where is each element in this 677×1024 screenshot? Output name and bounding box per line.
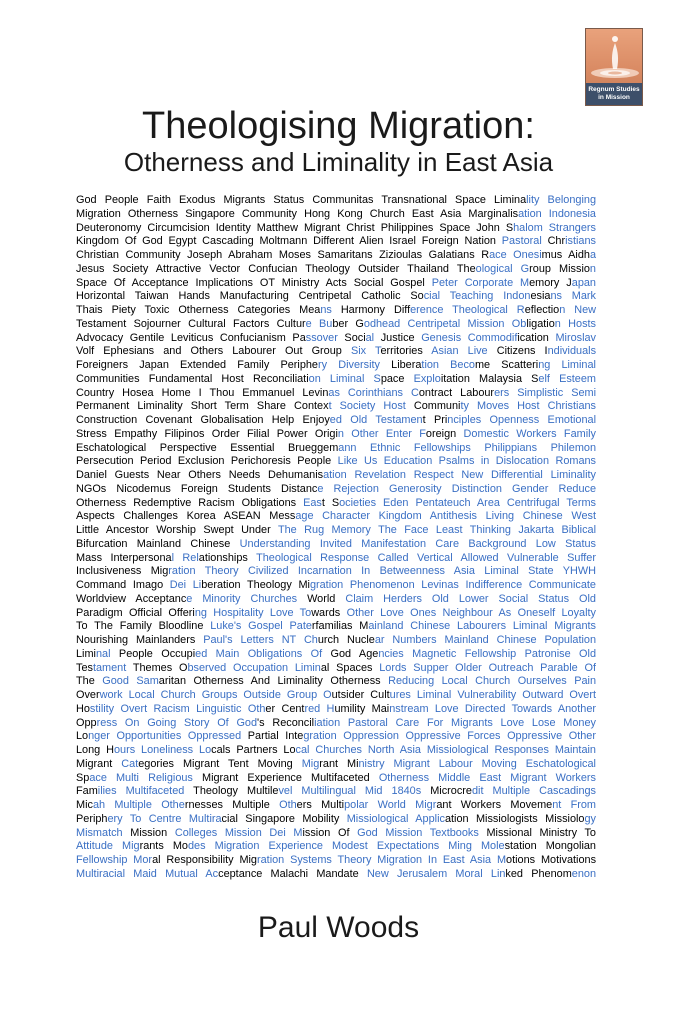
word-cloud-highlight: nstream Love Directed Towards Another bbox=[389, 702, 596, 715]
word-cloud-highlight: ed Main Obligations Of bbox=[195, 647, 323, 660]
word-cloud-line bbox=[76, 744, 596, 758]
word-cloud-text: ers Multi bbox=[296, 799, 345, 811]
word-cloud-highlight: ace Onesi bbox=[489, 249, 542, 261]
word-cloud-text: Horizontal Taiwan Hands Manufacturing Centripetal Catholic So bbox=[76, 290, 424, 303]
word-cloud-highlight: ng Hospitality Love To bbox=[194, 606, 312, 619]
word-cloud-text: Communities Fundamental Host Reconciliati bbox=[76, 372, 309, 385]
word-cloud-highlight: Like Us Education Psalms in Dislocation Romans bbox=[337, 455, 596, 468]
word-cloud-text: ked Phenom bbox=[505, 867, 572, 880]
word-cloud-text: Over bbox=[76, 689, 100, 701]
word-cloud-text: Periph bbox=[76, 812, 108, 825]
word-cloud-highlight: Reducing Local Church Ourselves Pain bbox=[388, 675, 596, 688]
word-cloud-highlight: Paul's Letters NT Ch bbox=[203, 634, 318, 646]
word-cloud-text: Inclusiveness Mig bbox=[76, 565, 169, 578]
word-cloud-line bbox=[76, 565, 596, 579]
book-title: Theologising Migration: bbox=[142, 105, 535, 147]
word-cloud-highlight: Multiracial Maid Mutual Ac bbox=[76, 867, 219, 880]
word-cloud-text: rant Mi bbox=[319, 757, 359, 770]
word-cloud-line bbox=[76, 827, 596, 841]
word-cloud-text: Microcre bbox=[421, 785, 472, 798]
word-cloud-highlight: age Ch bbox=[295, 510, 337, 523]
word-cloud-text: Country Hosea Home I Thou Emmanuel Levin bbox=[76, 386, 329, 399]
word-cloud-highlight: ug Memory The Face Least Thinking Jakarta Biblical bbox=[312, 524, 596, 536]
word-cloud-text: People Occupi bbox=[110, 647, 196, 660]
word-cloud-highlight: on Liminal S bbox=[308, 372, 381, 385]
word-cloud-highlight: gration Phenomenon Levinas Indifference Communicate bbox=[309, 579, 596, 591]
word-cloud-text: igrant Tent Moving bbox=[192, 757, 302, 770]
water-drop-icon bbox=[586, 29, 643, 85]
word-cloud-highlight: gration In East Asia M bbox=[388, 854, 507, 866]
word-cloud-highlight: nciples Openness Emotional bbox=[447, 414, 596, 426]
word-cloud-line bbox=[76, 648, 596, 662]
word-cloud-text: To The Family Bloodline bbox=[76, 620, 211, 633]
word-cloud-highlight: ers Simplistic Semi bbox=[494, 386, 596, 399]
word-cloud-text: Stress Empathy Filipinos Order Filial Power Origi bbox=[76, 427, 338, 440]
word-cloud-highlight: ty Moves Host Christians bbox=[460, 400, 596, 413]
word-cloud-highlight: as Corinthians C bbox=[328, 386, 419, 399]
word-cloud-text: roup Missio bbox=[529, 262, 590, 275]
word-cloud-text: Worldview Acceptanc bbox=[76, 592, 187, 605]
word-cloud-text: Missional Ministry To bbox=[478, 826, 596, 839]
word-cloud-highlight: apan bbox=[571, 276, 596, 289]
word-cloud-line bbox=[76, 868, 596, 882]
word-cloud-text: ligatio bbox=[526, 317, 555, 330]
word-cloud-text: Long H bbox=[76, 744, 114, 756]
word-cloud-text: Little Ancestor Worship Swept Under bbox=[76, 524, 278, 536]
word-cloud-text: Limi bbox=[76, 647, 96, 660]
word-cloud-text: station Mongolian bbox=[504, 840, 596, 853]
word-cloud-text: ceptance Malachi Mandate bbox=[218, 867, 367, 880]
word-cloud-highlight: The R bbox=[277, 524, 313, 536]
word-cloud-highlight: ns Mark bbox=[550, 290, 596, 303]
word-cloud-text: itation Malaysia S bbox=[440, 372, 539, 385]
word-cloud-line bbox=[76, 579, 596, 593]
word-cloud-line bbox=[76, 414, 596, 428]
word-cloud-highlight: Cat bbox=[121, 757, 139, 770]
word-cloud-text: umility Mai bbox=[334, 702, 390, 715]
word-cloud-text: rnesses Multiple bbox=[184, 799, 280, 811]
word-cloud-highlight: des Migration Experience Modest Expectations Ming Mole bbox=[187, 840, 505, 853]
word-cloud-highlight: Attitude Mig bbox=[76, 840, 140, 853]
word-cloud-text: Communi bbox=[405, 400, 461, 413]
word-cloud-line bbox=[76, 730, 596, 744]
word-cloud-text: Nourishing Mainlanders bbox=[76, 634, 204, 646]
word-cloud-text: ission Of bbox=[302, 826, 358, 839]
word-cloud-line bbox=[76, 497, 596, 511]
word-cloud-highlight: al bbox=[365, 331, 375, 344]
word-cloud-highlight: ation Revelation Respect New Differential Liminality bbox=[323, 469, 596, 481]
word-cloud-text: Otherness Redemptive Racism Obligations bbox=[76, 496, 304, 509]
word-cloud-line bbox=[76, 290, 596, 304]
word-cloud-highlight: gy bbox=[584, 812, 596, 825]
word-cloud-line bbox=[76, 235, 596, 249]
word-cloud-line bbox=[76, 469, 596, 483]
word-cloud-text: Deuteronomy Circumcision Identity Matthew Migrant Christ Philippines Space John S bbox=[76, 221, 514, 234]
word-cloud-highlight: enon bbox=[571, 867, 596, 880]
word-cloud-highlight: Other Love Ones Neighbour As Oneself Loyalty bbox=[346, 606, 596, 619]
word-cloud-text: oreign bbox=[425, 427, 464, 440]
word-cloud-line bbox=[76, 442, 596, 456]
series-logo bbox=[585, 28, 643, 106]
word-cloud-text: 's Reconcil bbox=[257, 716, 315, 729]
word-cloud-line bbox=[76, 758, 596, 772]
word-cloud-highlight: ncies Magnetic Fellowship Patronise Old bbox=[378, 647, 596, 660]
word-cloud-text: urch Nucle bbox=[317, 634, 375, 646]
word-cloud-highlight: aracter Kingdom Antithesis Living Chinese West bbox=[336, 510, 596, 523]
word-cloud-text: cial Singa bbox=[221, 812, 274, 825]
word-cloud-text: Opp bbox=[76, 716, 97, 729]
word-cloud-highlight: halom Strangers bbox=[513, 221, 596, 234]
word-cloud-text: therness bbox=[338, 675, 389, 688]
word-cloud-line bbox=[76, 263, 596, 277]
word-cloud-highlight: ours Loneliness Lo bbox=[113, 744, 212, 756]
word-cloud-line bbox=[76, 345, 596, 359]
word-cloud-highlight: lity Belonging bbox=[526, 194, 596, 206]
word-cloud-highlight: New Jerusalem Moral Lin bbox=[366, 867, 506, 880]
word-cloud-highlight: Pastoral bbox=[501, 235, 542, 248]
word-cloud-text: Mic bbox=[76, 799, 93, 811]
word-cloud-text: Lo bbox=[76, 730, 89, 743]
word-cloud-line bbox=[76, 703, 596, 717]
word-cloud-text: al Spaces bbox=[320, 661, 380, 674]
word-cloud-highlight: nt From bbox=[552, 799, 596, 811]
word-cloud-highlight: Explo bbox=[413, 372, 441, 385]
word-cloud-highlight: ed Old Testamen bbox=[329, 414, 423, 426]
word-cloud-line bbox=[76, 455, 596, 469]
word-cloud-text: Fam bbox=[76, 785, 98, 798]
word-cloud-text: rants Mo bbox=[139, 840, 188, 853]
word-cloud-highlight: Claim Herders Old Lower Social Status Old bbox=[345, 592, 596, 605]
word-cloud-line bbox=[76, 208, 596, 222]
word-cloud-highlight: Dei Li bbox=[169, 579, 202, 591]
word-cloud-highlight: ological G bbox=[475, 262, 530, 275]
word-cloud-highlight: Colleges Mission Dei M bbox=[174, 826, 303, 839]
word-cloud-text: Themes O bbox=[126, 661, 188, 674]
word-cloud-highlight: red H bbox=[304, 702, 335, 715]
word-cloud-highlight: Understanding Invited Manifestation Care Background Low Status bbox=[239, 537, 596, 550]
word-cloud-line bbox=[76, 607, 596, 621]
word-cloud-line bbox=[76, 772, 596, 786]
word-cloud-line bbox=[76, 634, 596, 648]
word-cloud-line bbox=[76, 675, 596, 689]
word-cloud-line bbox=[76, 194, 596, 208]
word-cloud-line bbox=[76, 552, 596, 566]
word-cloud-text: Bifurcation Mainland Chinese bbox=[76, 537, 240, 550]
word-cloud-highlight: ndividuals bbox=[547, 345, 596, 358]
word-cloud-text: God People Faith Exodus Migrants Status Communitas Transnational Space Limina bbox=[76, 194, 527, 206]
word-cloud-highlight: n Other Enter F bbox=[337, 427, 426, 440]
word-cloud-highlight: Lords Supper Older Outreach Parable Of bbox=[379, 661, 596, 674]
word-cloud-text: Libera bbox=[379, 359, 422, 371]
word-cloud-highlight: Mig bbox=[301, 757, 320, 770]
word-cloud-text: Migrant Experience Multifaceted bbox=[192, 771, 379, 784]
word-cloud-highlight: ration Th bbox=[168, 565, 218, 578]
word-cloud-highlight: Genesis Commodif bbox=[421, 331, 518, 344]
author-name: Paul Woods bbox=[257, 911, 420, 944]
word-cloud-highlight: e Rejection Generosity Distinction Gender Reduce bbox=[317, 482, 596, 495]
word-cloud-line bbox=[76, 277, 596, 291]
word-cloud-text: aritan Otherness And Liminality O bbox=[158, 675, 339, 688]
word-cloud-highlight: dit Multiple Cascadings bbox=[472, 785, 596, 798]
word-cloud-highlight: Luke's Gospel Pate bbox=[210, 620, 312, 633]
word-cloud-highlight: e Minority Churches bbox=[186, 592, 298, 605]
word-cloud-highlight: gration Oppression Oppressive Forces Oppressive Other bbox=[303, 730, 596, 743]
word-cloud-highlight: Eas bbox=[303, 496, 322, 509]
word-cloud-line bbox=[76, 538, 596, 552]
word-cloud-highlight: faceted bbox=[148, 785, 185, 798]
word-cloud-text: erritories bbox=[380, 345, 432, 358]
word-cloud-highlight: tament bbox=[92, 661, 127, 674]
word-cloud-text: ontract Labour bbox=[418, 386, 495, 399]
word-cloud-text: ber G bbox=[332, 317, 364, 330]
word-cloud-text: Command Imago bbox=[76, 579, 170, 591]
word-cloud-highlight: Peter Corporate M bbox=[431, 276, 530, 289]
word-cloud-highlight: ation Indonesia bbox=[518, 207, 596, 220]
word-cloud-text: Migration Otherness Singapore Community Hong Kong Church East Asia Marginalis bbox=[76, 207, 519, 220]
word-cloud-highlight: ssover bbox=[305, 331, 338, 344]
word-cloud-highlight: nal bbox=[95, 647, 111, 660]
word-cloud-line bbox=[76, 510, 596, 524]
word-cloud-text: ication bbox=[517, 331, 556, 344]
word-cloud-highlight: ures Liminal Vulnerability Outward Overt bbox=[389, 689, 596, 701]
word-cloud-text: egories M bbox=[138, 757, 193, 770]
word-cloud-text: emory J bbox=[529, 276, 572, 289]
word-cloud-text: eflectio bbox=[524, 304, 560, 316]
word-cloud-highlight: polar World Migr bbox=[344, 799, 437, 811]
word-cloud-line bbox=[76, 785, 596, 799]
word-cloud-line bbox=[76, 400, 596, 414]
word-cloud-text: World bbox=[297, 592, 346, 605]
word-cloud-text: Space Of Acceptance Implications OT Ministry Acts Social Gospel bbox=[76, 276, 432, 289]
word-cloud-highlight: e Bu bbox=[305, 317, 333, 330]
word-cloud-highlight: ocieties Eden Pentateuch Area Centrifugal Terms bbox=[339, 496, 596, 509]
word-cloud-line bbox=[76, 359, 596, 373]
word-cloud-highlight: vel Multilingual Mid 1840s bbox=[278, 785, 422, 798]
word-cloud-highlight: God Mission Textbooks bbox=[357, 826, 479, 839]
word-cloud-text: Paradigm Official Offeri bbox=[76, 606, 195, 619]
word-cloud-highlight: istians bbox=[565, 235, 596, 248]
word-cloud-line bbox=[76, 428, 596, 442]
word-cloud-text: Foreigners Japan Extended Family Periphe bbox=[76, 359, 318, 371]
word-cloud-line bbox=[76, 662, 596, 676]
series-logo-caption: Regnum Studies in Mission bbox=[586, 83, 642, 105]
word-cloud-line bbox=[76, 717, 596, 731]
word-cloud-highlight: Asian Live bbox=[431, 345, 488, 358]
word-cloud-text: Volf Ephesians and Others Labourer Out Group bbox=[76, 345, 351, 358]
word-cloud-line bbox=[76, 304, 596, 318]
word-cloud-text: utsider Cult bbox=[331, 689, 390, 701]
word-cloud-text: Testament Sojourner Cultural Factors Cultur bbox=[76, 317, 306, 330]
word-cloud-line bbox=[76, 387, 596, 401]
word-cloud-text: Ho bbox=[76, 702, 90, 715]
word-cloud-highlight: Oth bbox=[279, 799, 297, 811]
word-cloud-text: esia bbox=[530, 290, 551, 303]
word-cloud-highlight: t Society Host bbox=[328, 400, 406, 413]
word-cloud-highlight: ace Multi bbox=[89, 771, 139, 784]
word-cloud-text: Harmony Diff bbox=[331, 304, 411, 316]
word-cloud-text: Persecution Period Exclusion Perichoresis People bbox=[76, 455, 338, 468]
word-cloud-highlight: a bbox=[589, 249, 596, 261]
word-cloud-highlight: ar Numbers Mainland Chinese Population bbox=[374, 634, 596, 646]
word-cloud-highlight: Theological Response Called Vertical Allowed Vulnerable Suffer bbox=[256, 551, 596, 564]
word-cloud-text: otions Motivations bbox=[506, 854, 596, 866]
word-cloud-highlight: stility Overt Racism Linguistic Oth bbox=[89, 702, 266, 715]
word-cloud-text: Jesus Society Attractive Vector Confucian Theology Outsider Thailand The bbox=[76, 262, 476, 275]
word-cloud-text: ant Workers Moveme bbox=[436, 799, 553, 811]
word-cloud-highlight: ns bbox=[320, 304, 332, 316]
word-cloud-text: t S bbox=[321, 496, 340, 509]
book-subtitle: Otherness and Liminality in East Asia bbox=[123, 147, 554, 177]
word-cloud-text: Mission bbox=[122, 826, 175, 839]
word-cloud-highlight: Otherness Middle East Migrant Workers bbox=[378, 771, 596, 784]
word-cloud-text: ationships bbox=[198, 551, 257, 564]
word-cloud-text: Citizens I bbox=[487, 345, 548, 358]
word-cloud-highlight: ortunities Oppressed bbox=[137, 730, 242, 743]
word-cloud-highlight: work Local Church Groups Outside Group O bbox=[99, 689, 332, 701]
word-cloud-line bbox=[76, 483, 596, 497]
word-cloud-highlight: ration Systems Theory Mi bbox=[257, 854, 389, 866]
word-cloud-text: Partial Inte bbox=[241, 730, 304, 743]
word-cloud-highlight: bserved Occupation Limin bbox=[187, 661, 321, 674]
word-cloud-text: pore Mobility bbox=[273, 812, 347, 825]
word-cloud-line bbox=[76, 799, 596, 813]
word-cloud-line bbox=[76, 332, 596, 346]
word-cloud-text: cals Partners Lo bbox=[211, 744, 296, 756]
word-cloud-highlight: elf Esteem bbox=[538, 372, 596, 385]
word-cloud-highlight: cial Teaching Indon bbox=[423, 290, 531, 303]
word-cloud-highlight: iation Pastoral Care For Migrants Love Lose Money bbox=[314, 716, 596, 729]
word-cloud-highlight: tion Beco bbox=[421, 359, 475, 371]
word-cloud-line bbox=[76, 620, 596, 634]
word-cloud-text: t Pri bbox=[422, 414, 448, 426]
word-cloud-text: NGOs Nicodemus Foreign Students Distanc bbox=[76, 482, 318, 495]
word-cloud-line bbox=[76, 222, 596, 236]
word-cloud-text: Chr bbox=[541, 235, 566, 248]
word-cloud-highlight: ery To Centre Multira bbox=[107, 812, 222, 825]
word-cloud-text: ation Missiologists Missiolo bbox=[444, 812, 585, 825]
word-cloud-highlight: ng Liminal bbox=[538, 359, 596, 371]
word-cloud-highlight: Six T bbox=[350, 345, 381, 358]
word-cloud-text: Construction Covenant Globalisation Help Enjoy bbox=[76, 414, 330, 426]
word-cloud-highlight: Miroslav bbox=[555, 331, 596, 344]
word-cloud-text: al Responsibility Mig bbox=[152, 854, 257, 866]
word-cloud-text: Advocacy Gentile Leviticus Confucianism Pa bbox=[76, 331, 306, 344]
word-cloud-highlight: Fellowship Mor bbox=[76, 854, 153, 866]
word-cloud-text: beration Theology Mi bbox=[201, 579, 310, 591]
word-cloud-text: er Cent bbox=[265, 702, 305, 715]
word-cloud-text: pace bbox=[380, 372, 414, 385]
word-cloud-text: God Age bbox=[322, 647, 379, 660]
word-cloud-text: The bbox=[76, 675, 103, 688]
word-cloud-highlight: Missiological Applic bbox=[346, 812, 445, 825]
word-cloud-highlight: ann Ethnic Fellowships Philippians Philemon bbox=[338, 441, 596, 454]
word-cloud-highlight: n Hosts bbox=[554, 317, 596, 330]
word-cloud-text: Christian Community Joseph Abraham Moses Samaritans Zizioulas Galatians R bbox=[76, 249, 490, 261]
word-cloud-line bbox=[76, 524, 596, 538]
word-cloud-highlight: Religious bbox=[138, 771, 193, 784]
word-cloud bbox=[76, 194, 596, 882]
word-cloud-highlight: n New bbox=[559, 304, 596, 316]
word-cloud-highlight: Good Sam bbox=[102, 675, 159, 688]
word-cloud-text: Daniel Guests Near Others Needs Dehumanis bbox=[76, 469, 324, 481]
word-cloud-highlight: erence Theological R bbox=[410, 304, 525, 316]
word-cloud-line bbox=[76, 813, 596, 827]
word-cloud-text: wards bbox=[311, 606, 347, 619]
word-cloud-text: Justice bbox=[374, 331, 422, 344]
word-cloud-highlight: nger Opp bbox=[88, 730, 138, 743]
word-cloud-highlight: ainland Chinese Labourers Liminal Migrants bbox=[368, 620, 596, 633]
word-cloud-line bbox=[76, 593, 596, 607]
word-cloud-line bbox=[76, 840, 596, 854]
word-cloud-highlight: Mismatch bbox=[76, 826, 123, 839]
word-cloud-text: Tes bbox=[76, 661, 93, 674]
word-cloud-line bbox=[76, 249, 596, 263]
word-cloud-highlight: l Rel bbox=[171, 551, 199, 564]
word-cloud-text: Aspects Challenges Korea ASEAN Mess bbox=[76, 510, 296, 523]
word-cloud-highlight: ilies Multi bbox=[97, 785, 149, 798]
word-cloud-line bbox=[76, 689, 596, 703]
word-cloud-text: mus Aidh bbox=[541, 249, 590, 261]
word-cloud-text: Permanent Liminality Short Term Share Contex bbox=[76, 400, 329, 413]
word-cloud-line bbox=[76, 373, 596, 387]
word-cloud-highlight: cal Churches North Asia Missiological Responses Maintain bbox=[295, 744, 596, 756]
word-cloud-highlight: eory Civilized Incarnation In Betweenness Asia Liminal State YHWH bbox=[217, 565, 596, 578]
word-cloud-highlight: ress On Going Story Of God bbox=[96, 716, 258, 729]
word-cloud-highlight: odhead Centripetal Mission Ob bbox=[363, 317, 527, 330]
word-cloud-line bbox=[76, 854, 596, 868]
word-cloud-text: Eschatological Perspective Essential Brueggem bbox=[76, 441, 339, 454]
word-cloud-line bbox=[76, 318, 596, 332]
word-cloud-highlight: n bbox=[589, 262, 596, 275]
word-cloud-highlight: ah Multiple Othe bbox=[92, 799, 185, 811]
word-cloud-text: Thais Piety Toxic Otherness Categories Mea bbox=[76, 304, 321, 316]
word-cloud-text: me Scatteri bbox=[474, 359, 539, 371]
word-cloud-highlight: nistry Migrant Labour Moving Eschatological bbox=[358, 757, 596, 770]
word-cloud-text: Soci bbox=[337, 331, 366, 344]
word-cloud-text: Kingdom Of God Egypt Cascading Moltmann Different Alien Israel Foreign Nation bbox=[76, 235, 502, 248]
word-cloud-text: rfamilias M bbox=[311, 620, 369, 633]
word-cloud-highlight: Domestic Workers Family bbox=[463, 427, 596, 440]
word-cloud-text: Sp bbox=[76, 771, 90, 784]
word-cloud-text: Migrant bbox=[76, 757, 122, 770]
word-cloud-text: Mass Interpersona bbox=[76, 551, 172, 564]
word-cloud-highlight: ry Diversity bbox=[318, 359, 380, 371]
word-cloud-text: Theology Multile bbox=[184, 785, 279, 798]
